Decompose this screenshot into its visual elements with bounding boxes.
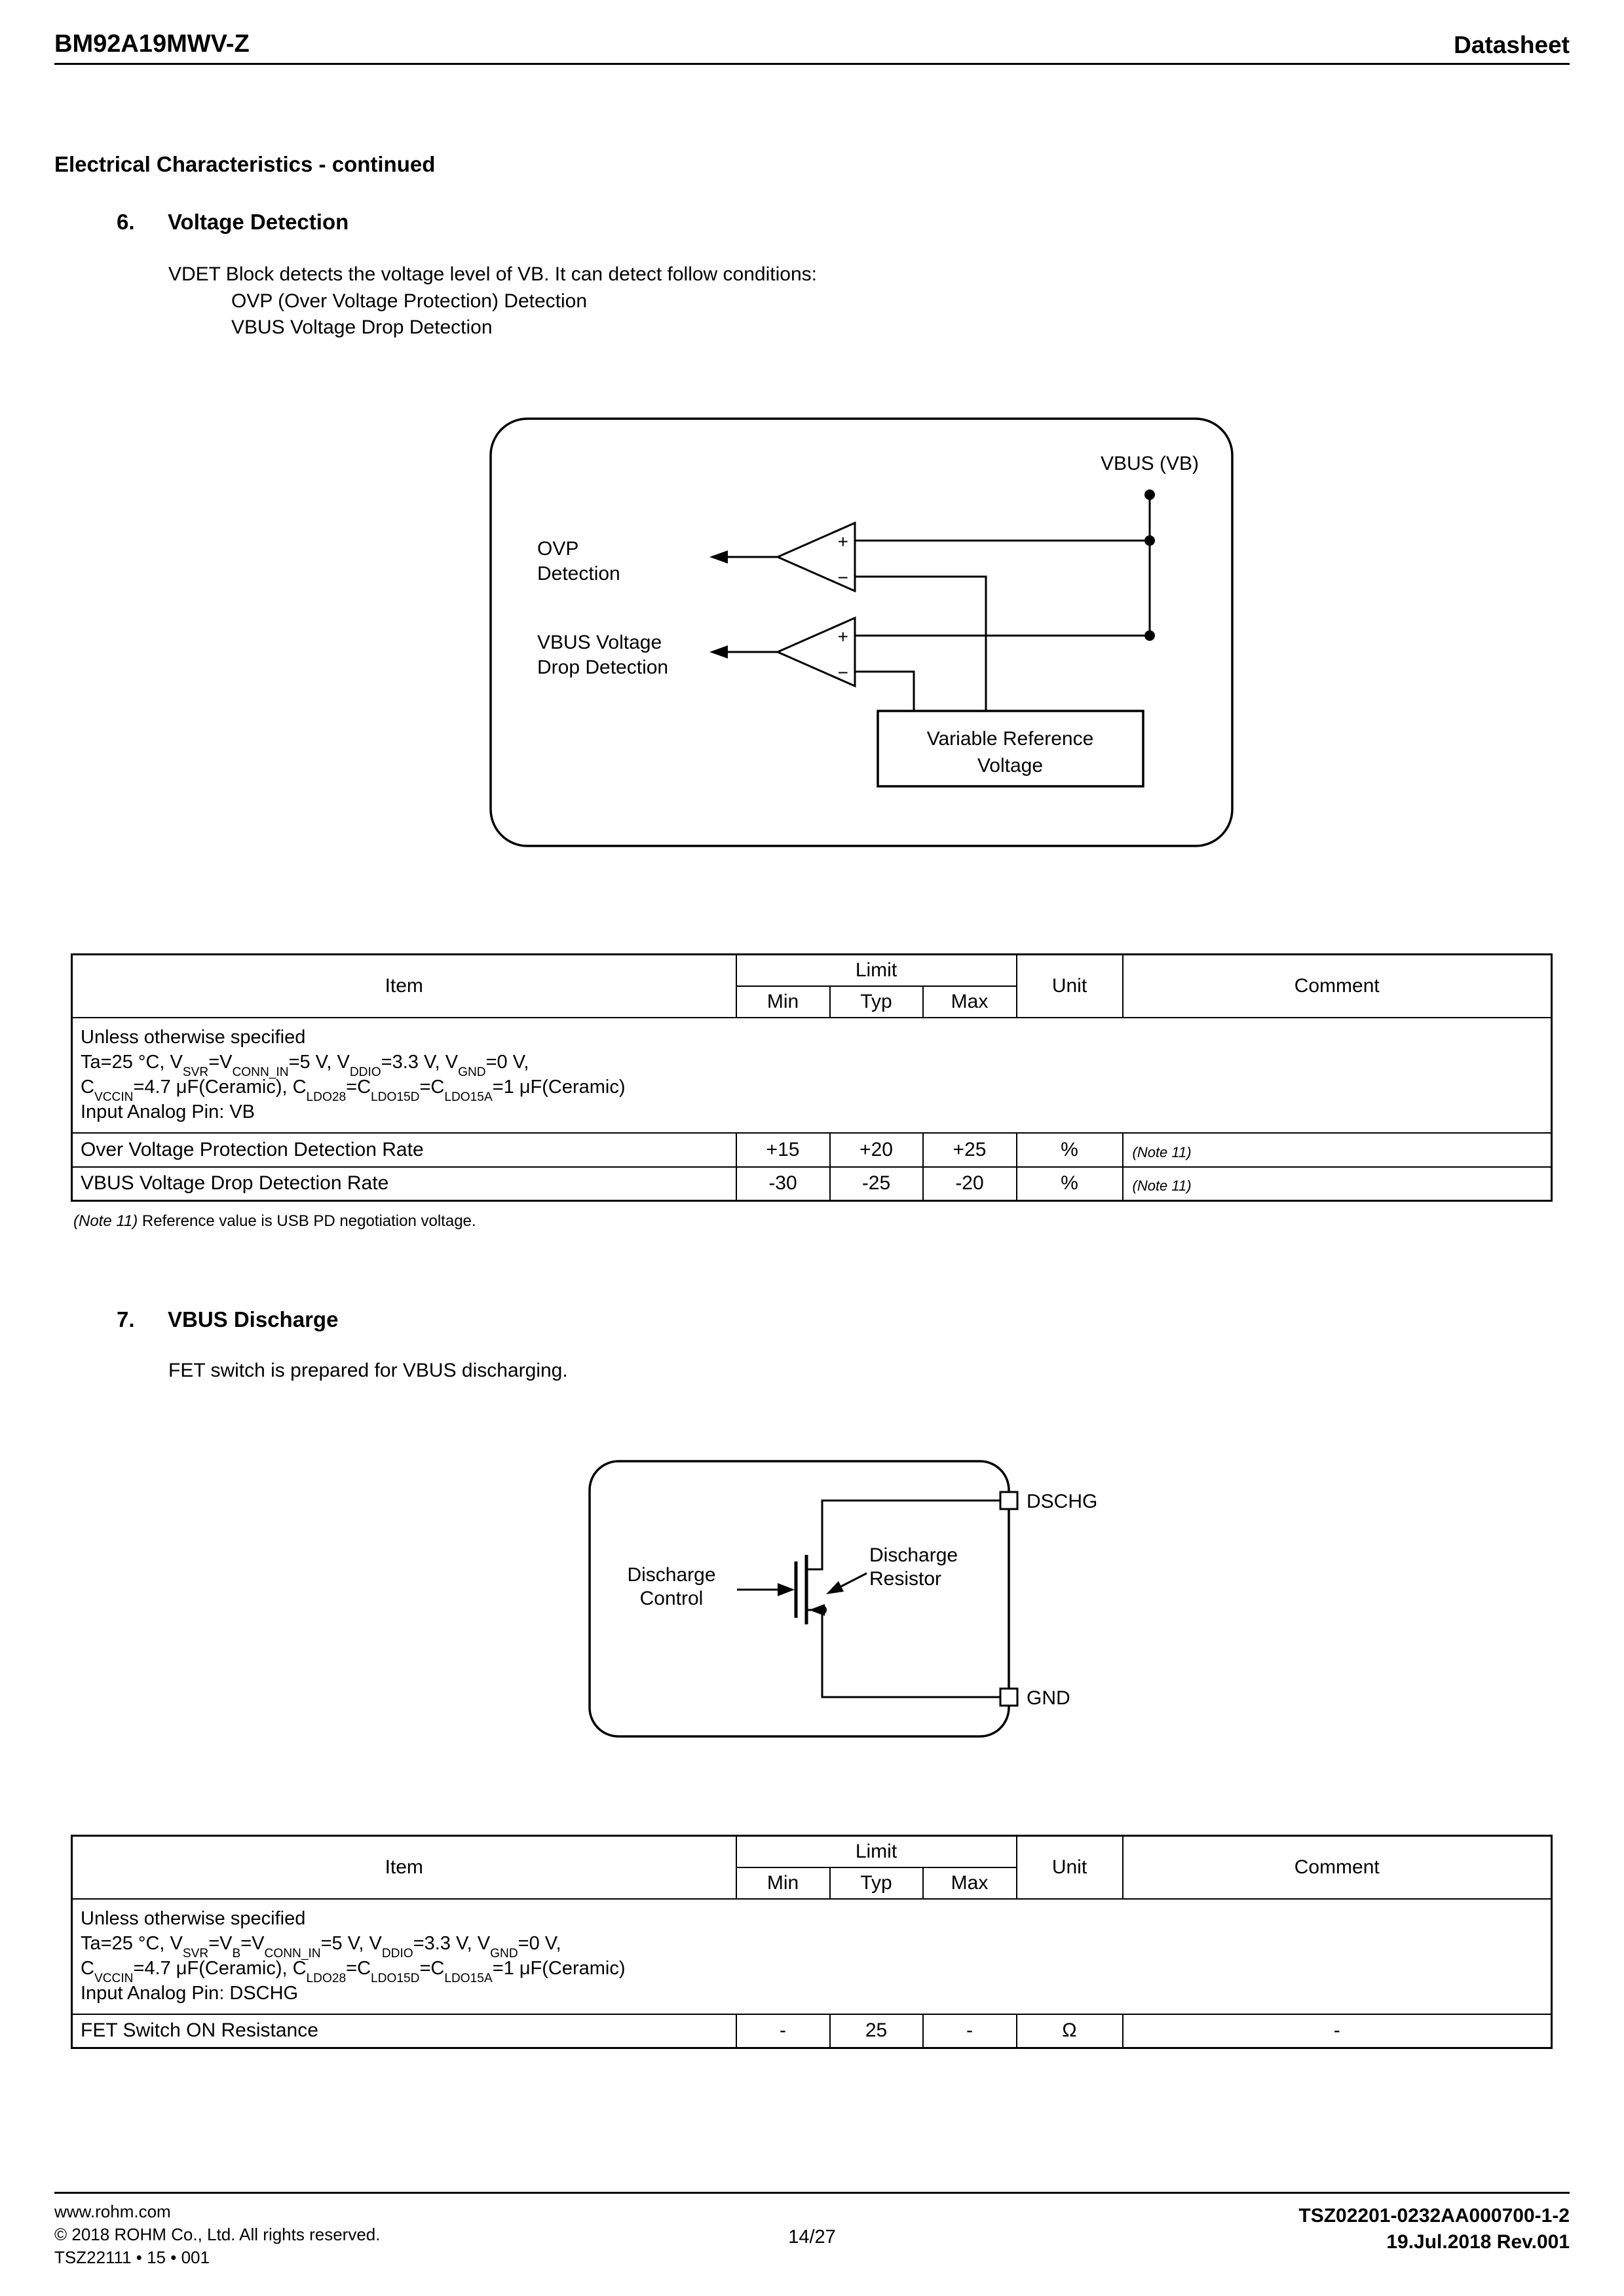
vbus-vb-label: VBUS (VB): [1100, 453, 1199, 474]
row-comment: (Note 11): [1123, 1133, 1552, 1167]
vbus-discharge-diagram: [586, 1458, 1124, 1740]
source-gnd-wire: [806, 1610, 1000, 1697]
col-header-max: Max: [923, 986, 1017, 1018]
section-6-intro: VDET Block detects the voltage level of VB. It can detect follow conditions:: [168, 263, 817, 285]
col-header-limit: Limit: [736, 955, 1017, 986]
gate-arrowhead-icon: [778, 1583, 795, 1596]
test-conditions-cell: [72, 1899, 1552, 2014]
vbus-drop-label-line1: VBUS Voltage: [537, 632, 662, 653]
ovp-detection-label-line1: OVP: [537, 538, 579, 560]
discharge-control-label-line2: Control: [639, 1588, 704, 1609]
footnote-text: Reference value is USB PD negotiation voltage.: [138, 1212, 476, 1230]
test-conditions-cell: [72, 1018, 1552, 1133]
condition-line: Unless otherwise specified: [81, 1026, 306, 1048]
col-header-limit: Limit: [736, 1836, 1017, 1867]
page-title: Electrical Characteristics - continued: [54, 152, 436, 176]
section-7-heading: [117, 1307, 338, 1332]
condition-line: Ta=25 °C, $V_{SVR}=V_{CONN\_IN}=5$ V, $V_{DDIO}=3.3$ V, $V_{GND}=0$ V,: [81, 1051, 529, 1079]
row-min: -: [736, 2014, 830, 2048]
section-7-intro: FET switch is prepared for VBUS discharging.: [168, 1360, 568, 1381]
ref-voltage-label-line1: Variable Reference: [926, 728, 1094, 750]
col-header-typ: Typ: [830, 986, 923, 1018]
footer-left-block: [54, 2200, 380, 2269]
minus-sign: −: [837, 567, 848, 588]
section-7-number: 7.: [117, 1307, 135, 1331]
dschg-pin-square: [1000, 1492, 1017, 1509]
row-min: -30: [736, 1167, 830, 1201]
section-7-title: VBUS Discharge: [168, 1307, 339, 1331]
col-header-item: Item: [72, 955, 736, 1018]
voltage-detection-table: [71, 953, 1553, 1202]
gnd-pin-square: [1000, 1689, 1017, 1706]
col-header-min: Min: [736, 986, 830, 1018]
col-header-max: Max: [923, 1867, 1017, 1899]
header-rule: [54, 63, 1570, 65]
col-header-unit: Unit: [1017, 1836, 1123, 1899]
mosfet-body-arrow-icon: [809, 1604, 825, 1616]
condition-line: Input Analog Pin: DSCHG: [81, 1982, 299, 2004]
part-number: BM92A19MWV-Z: [54, 30, 250, 58]
table-row: [72, 1167, 1552, 1201]
gnd-pin-label: GND: [1027, 1687, 1070, 1709]
footer-doc-code: TSZ22111 • 15 • 001: [54, 2248, 210, 2267]
discharge-resistor-label-line2: Resistor: [869, 1568, 942, 1590]
col-header-typ: Typ: [830, 1867, 923, 1899]
row-typ: -25: [830, 1167, 923, 1201]
condition-line: Unless otherwise specified: [81, 1907, 306, 1929]
footer-website: www.rohm.com: [54, 2202, 171, 2221]
col-header-comment: Comment: [1123, 1836, 1552, 1899]
section-6-heading: [117, 210, 349, 235]
vbus-discharge-table: [71, 1835, 1553, 2049]
col-header-unit: Unit: [1017, 955, 1123, 1018]
doc-type-label: Datasheet: [1454, 31, 1570, 58]
row-item: FET Switch ON Resistance: [72, 2014, 736, 2048]
footer-copyright: © 2018 ROHM Co., Ltd. All rights reserved.: [54, 2225, 381, 2244]
voltage-detection-diagram: [488, 416, 1235, 849]
footnote-label: (Note 11): [73, 1212, 138, 1230]
dschg-pin-label: DSCHG: [1027, 1491, 1098, 1512]
footer-revision-date: 19.Jul.2018 Rev.001: [1386, 2231, 1570, 2253]
section-6-bullet-ovp: OVP (Over Voltage Protection) Detection: [231, 290, 588, 312]
table-row: [72, 2014, 1552, 2048]
col-header-min: Min: [736, 1867, 830, 1899]
col-header-item: Item: [72, 1836, 736, 1899]
discharge-control-label-line1: Discharge: [627, 1564, 716, 1586]
row-min: +15: [736, 1133, 830, 1167]
row-comment: (Note 11): [1123, 1167, 1552, 1201]
vbus-drop-label-line2: Drop Detection: [537, 657, 669, 678]
row-max: -20: [923, 1167, 1017, 1201]
minus-sign: −: [837, 662, 848, 683]
page-number: 14/27: [788, 2227, 836, 2248]
table-row: [72, 1133, 1552, 1167]
row-max: -: [923, 2014, 1017, 2048]
ovp-minus-input-wire: [855, 577, 986, 711]
row-unit: Ω: [1017, 2014, 1123, 2048]
row-typ: +20: [830, 1133, 923, 1167]
footer-rule: [54, 2192, 1570, 2194]
row-unit: %: [1017, 1133, 1123, 1167]
section-6-number: 6.: [117, 210, 135, 234]
row-item: Over Voltage Protection Detection Rate: [72, 1133, 736, 1167]
discharge-resistor-label-line1: Discharge: [869, 1544, 958, 1566]
resistor-leader-line: [841, 1573, 867, 1586]
ref-voltage-label-line2: Voltage: [977, 755, 1044, 776]
section-6-title: Voltage Detection: [168, 210, 349, 234]
footer-doc-number: TSZ02201-0232AA000700-1-2: [1298, 2205, 1570, 2227]
col-header-comment: Comment: [1123, 955, 1552, 1018]
plus-sign: +: [837, 626, 848, 647]
drop-output-arrowhead-icon: [709, 645, 728, 659]
row-comment: -: [1123, 2014, 1552, 2048]
footnote-note-11: [73, 1212, 476, 1231]
ovp-output-arrowhead-icon: [709, 550, 728, 564]
row-typ: 25: [830, 2014, 923, 2048]
row-item: VBUS Voltage Drop Detection Rate: [72, 1167, 736, 1201]
condition-line: $C_{VCCIN}=4.7$ μF(Ceramic), $C_{LDO28}=C_{LDO15D}=C_{LDO15A}=1$ μF(Ceramic): [81, 1076, 626, 1104]
section-6-bullet-vbus-drop: VBUS Voltage Drop Detection: [231, 316, 493, 338]
resistor-leader-arrowhead-icon: [826, 1581, 844, 1594]
plus-sign: +: [837, 531, 848, 552]
condition-line: Ta=25 °C, $V_{SVR}=V_B=V_{CONN\_IN}=5$ V, $V_{DDIO}=3.3$ V, $V_{GND}=0$ V,: [81, 1932, 561, 1961]
ovp-detection-label-line2: Detection: [537, 563, 620, 584]
row-unit: %: [1017, 1167, 1123, 1201]
condition-line: Input Analog Pin: VB: [81, 1101, 255, 1122]
footer-right-block: [1298, 2203, 1570, 2255]
row-max: +25: [923, 1133, 1017, 1167]
drop-minus-input-wire: [855, 672, 914, 711]
condition-line: $C_{VCCIN}=4.7$ μF(Ceramic), $C_{LDO28}=C_{LDO15D}=C_{LDO15A}=1$ μF(Ceramic): [81, 1957, 626, 1985]
